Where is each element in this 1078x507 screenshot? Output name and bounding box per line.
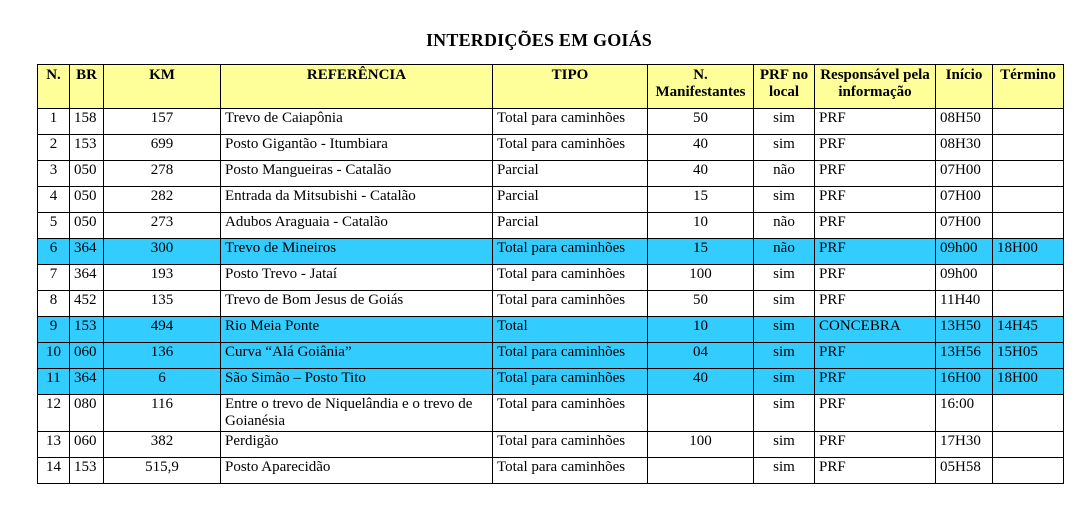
cell-prf-no-local: sim <box>754 187 815 213</box>
cell-km: 193 <box>104 265 221 291</box>
table-row <box>38 291 1064 317</box>
cell-responsavel: PRF <box>815 432 936 458</box>
cell-prf-no-local: sim <box>754 109 815 135</box>
header-tipo: TIPO <box>493 65 648 109</box>
cell-n: 13 <box>38 432 70 458</box>
cell-br: 050 <box>70 161 104 187</box>
cell-tipo: Total para caminhões <box>493 109 648 135</box>
cell-n: 11 <box>38 369 70 395</box>
cell-manifestantes: 40 <box>648 369 754 395</box>
cell-km: 282 <box>104 187 221 213</box>
cell-br: 050 <box>70 187 104 213</box>
cell-km: 699 <box>104 135 221 161</box>
cell-inicio: 11H40 <box>936 291 993 317</box>
cell-termino <box>993 187 1064 213</box>
cell-br: 364 <box>70 265 104 291</box>
cell-termino: 14H45 <box>993 317 1064 343</box>
cell-tipo: Total para caminhões <box>493 343 648 369</box>
cell-referencia: Posto Gigantão - Itumbiara <box>221 135 493 161</box>
cell-responsavel: PRF <box>815 343 936 369</box>
cell-termino <box>993 265 1064 291</box>
header-referencia: REFERÊNCIA <box>221 65 493 109</box>
cell-tipo: Total para caminhões <box>493 432 648 458</box>
cell-referencia: Posto Aparecidão <box>221 458 493 484</box>
cell-manifestantes: 15 <box>648 239 754 265</box>
cell-br: 364 <box>70 369 104 395</box>
cell-inicio: 16H00 <box>936 369 993 395</box>
cell-manifestantes: 10 <box>648 317 754 343</box>
cell-prf-no-local: sim <box>754 458 815 484</box>
cell-inicio: 09h00 <box>936 265 993 291</box>
cell-termino: 18H00 <box>993 369 1064 395</box>
cell-referencia: São Simão – Posto Tito <box>221 369 493 395</box>
cell-termino <box>993 213 1064 239</box>
cell-tipo: Total para caminhões <box>493 265 648 291</box>
cell-referencia: Curva “Alá Goiânia” <box>221 343 493 369</box>
cell-manifestantes <box>648 395 754 432</box>
cell-prf-no-local: sim <box>754 432 815 458</box>
cell-inicio: 07H00 <box>936 187 993 213</box>
cell-tipo: Parcial <box>493 161 648 187</box>
interdictions-table <box>37 64 1064 484</box>
cell-n: 1 <box>38 109 70 135</box>
table-row <box>38 109 1064 135</box>
cell-manifestantes: 10 <box>648 213 754 239</box>
table-row <box>38 369 1064 395</box>
cell-inicio: 07H00 <box>936 213 993 239</box>
cell-prf-no-local: não <box>754 213 815 239</box>
table-body <box>38 109 1064 484</box>
cell-prf-no-local: não <box>754 161 815 187</box>
cell-tipo: Total para caminhões <box>493 291 648 317</box>
cell-br: 153 <box>70 135 104 161</box>
cell-manifestantes: 40 <box>648 161 754 187</box>
cell-referencia: Entre o trevo de Niquelândia e o trevo de Goianésia <box>221 395 493 432</box>
cell-tipo: Total para caminhões <box>493 395 648 432</box>
cell-inicio: 09h00 <box>936 239 993 265</box>
cell-br: 153 <box>70 317 104 343</box>
cell-n: 10 <box>38 343 70 369</box>
cell-tipo: Total <box>493 317 648 343</box>
cell-br: 158 <box>70 109 104 135</box>
cell-inicio: 05H58 <box>936 458 993 484</box>
cell-termino <box>993 135 1064 161</box>
cell-n: 14 <box>38 458 70 484</box>
cell-km: 157 <box>104 109 221 135</box>
cell-km: 494 <box>104 317 221 343</box>
cell-referencia: Posto Trevo - Jataí <box>221 265 493 291</box>
cell-km: 116 <box>104 395 221 432</box>
cell-inicio: 16:00 <box>936 395 993 432</box>
cell-responsavel: PRF <box>815 109 936 135</box>
header-km: KM <box>104 65 221 109</box>
cell-km: 6 <box>104 369 221 395</box>
cell-br: 364 <box>70 239 104 265</box>
header-prf-no-local: PRF no local <box>754 65 815 109</box>
cell-responsavel: PRF <box>815 458 936 484</box>
cell-referencia: Posto Mangueiras - Catalão <box>221 161 493 187</box>
page-title: INTERDIÇÕES EM GOIÁS <box>425 30 653 50</box>
cell-responsavel: PRF <box>815 239 936 265</box>
cell-referencia: Trevo de Mineiros <box>221 239 493 265</box>
cell-br: 452 <box>70 291 104 317</box>
cell-inicio: 08H50 <box>936 109 993 135</box>
table-row <box>38 432 1064 458</box>
cell-manifestantes: 50 <box>648 109 754 135</box>
cell-km: 515,9 <box>104 458 221 484</box>
cell-responsavel: PRF <box>815 161 936 187</box>
cell-manifestantes: 04 <box>648 343 754 369</box>
cell-tipo: Total para caminhões <box>493 239 648 265</box>
table-row <box>38 265 1064 291</box>
cell-responsavel: PRF <box>815 291 936 317</box>
cell-km: 382 <box>104 432 221 458</box>
cell-n: 4 <box>38 187 70 213</box>
cell-responsavel: PRF <box>815 395 936 432</box>
cell-prf-no-local: sim <box>754 291 815 317</box>
cell-prf-no-local: sim <box>754 265 815 291</box>
cell-inicio: 07H00 <box>936 161 993 187</box>
cell-termino: 18H00 <box>993 239 1064 265</box>
table-row <box>38 135 1064 161</box>
cell-tipo: Total para caminhões <box>493 369 648 395</box>
cell-prf-no-local: não <box>754 239 815 265</box>
cell-km: 278 <box>104 161 221 187</box>
cell-referencia: Trevo de Bom Jesus de Goiás <box>221 291 493 317</box>
cell-km: 300 <box>104 239 221 265</box>
cell-manifestantes: 15 <box>648 187 754 213</box>
cell-inicio: 13H50 <box>936 317 993 343</box>
cell-br: 080 <box>70 395 104 432</box>
cell-tipo: Total para caminhões <box>493 135 648 161</box>
cell-termino <box>993 432 1064 458</box>
cell-n: 7 <box>38 265 70 291</box>
cell-prf-no-local: sim <box>754 343 815 369</box>
cell-referencia: Entrada da Mitsubishi - Catalão <box>221 187 493 213</box>
cell-prf-no-local: sim <box>754 369 815 395</box>
cell-responsavel: CONCEBRA <box>815 317 936 343</box>
cell-n: 5 <box>38 213 70 239</box>
table-row <box>38 395 1064 432</box>
header-manifestantes: N. Manifestantes <box>648 65 754 109</box>
cell-responsavel: PRF <box>815 265 936 291</box>
cell-km: 273 <box>104 213 221 239</box>
cell-referencia: Perdigão <box>221 432 493 458</box>
header-inicio: Início <box>936 65 993 109</box>
cell-responsavel: PRF <box>815 213 936 239</box>
cell-responsavel: PRF <box>815 369 936 395</box>
cell-termino: 15H05 <box>993 343 1064 369</box>
cell-n: 8 <box>38 291 70 317</box>
cell-manifestantes <box>648 458 754 484</box>
cell-km: 135 <box>104 291 221 317</box>
cell-manifestantes: 100 <box>648 432 754 458</box>
header-n: N. <box>38 65 70 109</box>
cell-prf-no-local: sim <box>754 395 815 432</box>
cell-prf-no-local: sim <box>754 135 815 161</box>
cell-manifestantes: 100 <box>648 265 754 291</box>
table-row <box>38 161 1064 187</box>
cell-referencia: Trevo de Caiapônia <box>221 109 493 135</box>
cell-br: 050 <box>70 213 104 239</box>
cell-br: 060 <box>70 343 104 369</box>
cell-manifestantes: 40 <box>648 135 754 161</box>
cell-n: 6 <box>38 239 70 265</box>
cell-km: 136 <box>104 343 221 369</box>
cell-tipo: Parcial <box>493 187 648 213</box>
table-header-row <box>38 65 1064 109</box>
table-row <box>38 343 1064 369</box>
cell-responsavel: PRF <box>815 135 936 161</box>
cell-responsavel: PRF <box>815 187 936 213</box>
table-row <box>38 317 1064 343</box>
table-row <box>38 187 1064 213</box>
cell-manifestantes: 50 <box>648 291 754 317</box>
header-termino: Término <box>993 65 1064 109</box>
cell-tipo: Total para caminhões <box>493 458 648 484</box>
cell-referencia: Adubos Araguaia - Catalão <box>221 213 493 239</box>
cell-termino <box>993 161 1064 187</box>
cell-tipo: Parcial <box>493 213 648 239</box>
table-row <box>38 239 1064 265</box>
cell-termino <box>993 109 1064 135</box>
table-row <box>38 458 1064 484</box>
cell-termino <box>993 291 1064 317</box>
cell-prf-no-local: sim <box>754 317 815 343</box>
cell-br: 060 <box>70 432 104 458</box>
cell-n: 2 <box>38 135 70 161</box>
cell-termino <box>993 458 1064 484</box>
cell-termino <box>993 395 1064 432</box>
cell-inicio: 08H30 <box>936 135 993 161</box>
cell-inicio: 13H56 <box>936 343 993 369</box>
table-row <box>38 213 1064 239</box>
cell-inicio: 17H30 <box>936 432 993 458</box>
cell-n: 3 <box>38 161 70 187</box>
cell-n: 12 <box>38 395 70 432</box>
cell-referencia: Rio Meia Ponte <box>221 317 493 343</box>
cell-n: 9 <box>38 317 70 343</box>
cell-br: 153 <box>70 458 104 484</box>
header-responsavel: Responsável pela informação <box>815 65 936 109</box>
header-br: BR <box>70 65 104 109</box>
